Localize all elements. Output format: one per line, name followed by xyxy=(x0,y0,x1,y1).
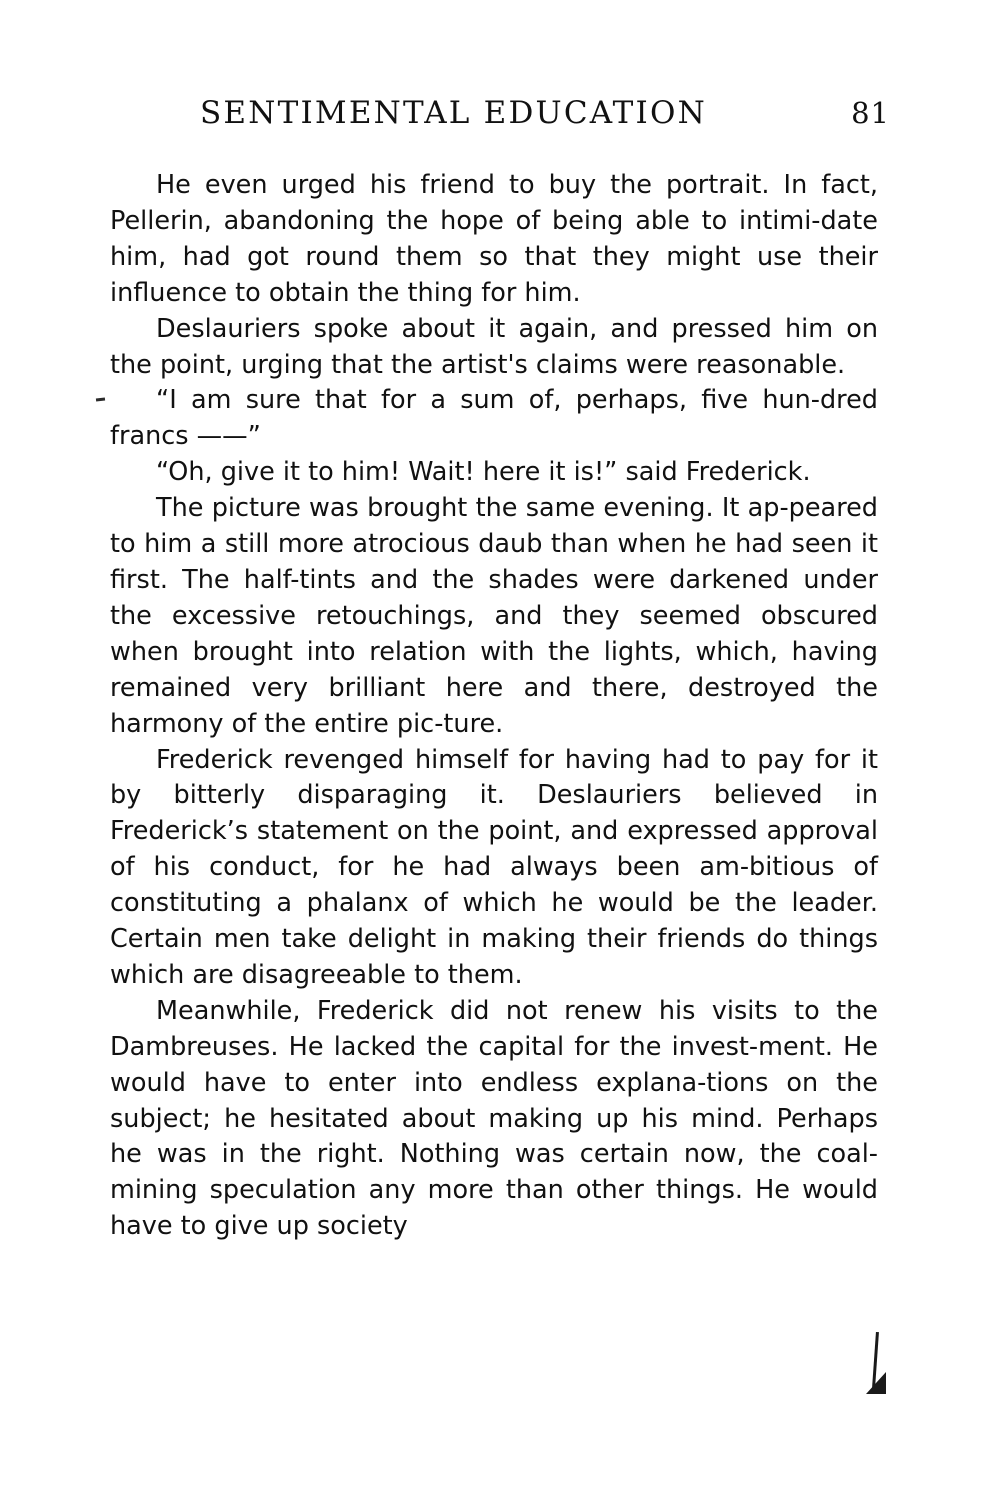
body-text xyxy=(110,168,878,1245)
paragraph: The picture was brought the same evening. It ap-peared to him a still more atrocious daub than when he had seen it first. The half-tints and the shades were darkened under the excessive retouchings, and they seemed obscured when brought into relation with the lights, which, having remained very brilliant here and there, destroyed the harmony of the entire pic-ture. xyxy=(110,493,878,739)
page-title: SENTIMENTAL EDUCATION xyxy=(200,95,707,131)
paragraph: “I am sure that for a sum of, perhaps, five hun-dred francs ——” xyxy=(110,385,878,452)
paragraph: Deslauriers spoke about it again, and pressed him on the point, urging that the artist's claims were reasonable. xyxy=(110,313,878,380)
paragraph: He even urged his friend to buy the portrait. In fact, Pellerin, abandoning the hope of being able to intimi-date him, had got round them so that they might use their influence to obtain the thing for him. xyxy=(110,170,878,308)
running-head xyxy=(110,95,890,131)
margin-tick-mark xyxy=(96,398,105,402)
corner-wedge xyxy=(866,1372,886,1394)
page-number: 81 xyxy=(851,96,890,130)
paragraph: Frederick revenged himself for having had to pay for it by bitterly disparaging it. Deslauriers believed in Frederick’s statement on the point, and expressed approval of his conduct, for he had always been am-bitious of constituting a phalanx of which he would be the leader. Certain men take delight in making their friends do things which are disagreeable to them. xyxy=(110,744,878,990)
page-corner-mark xyxy=(866,1332,888,1394)
paragraph: “Oh, give it to him! Wait! here it is!” said Frederick. xyxy=(156,457,811,488)
paragraph: Meanwhile, Frederick did not renew his visits to the Dambreuses. He lacked the capital for the invest-ment. He would have to enter into endless explana-tions on the subject; he hesitated about making up his mind. Perhaps he was in the right. Nothing was certain now, the coal-mining speculation any more than other things. He would have to give up society xyxy=(110,995,878,1242)
